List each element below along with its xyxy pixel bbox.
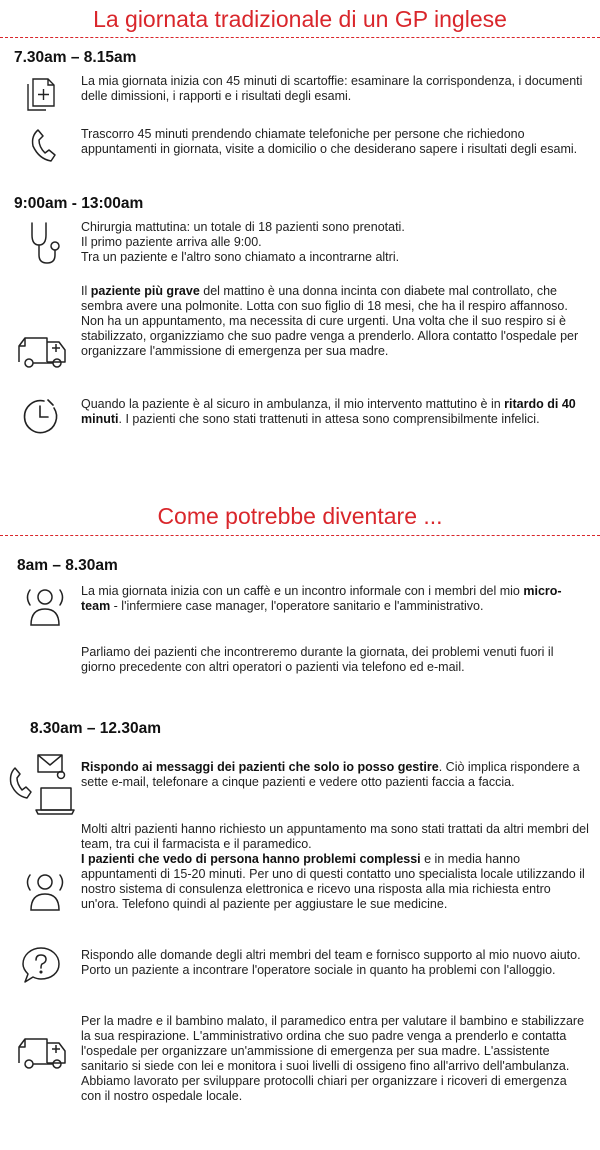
time-heading: 7.30am – 8.15am (14, 49, 137, 66)
text-line (81, 852, 589, 912)
line: Il primo paziente arriva alle 9:00. (81, 235, 262, 249)
section-divider (0, 37, 600, 38)
time-heading: 8am – 8.30am (17, 557, 118, 574)
text-run: Molti altri pazienti hanno richiesto un appuntamento ma sono stati trattati da altri membri del team, tra cui il farmacista e il paramedico. (81, 822, 589, 851)
paragraph-messages (81, 760, 589, 790)
text-run: La mia giornata inizia con un caffè e un incontro informale con i membri del mio (81, 584, 524, 598)
paragraph-phone-calls: Trascorro 45 minuti prendendo chiamate telefoniche per persone che richiedono appuntamenti in giornata, visite a domicilio o che desiderano sapere i risultati degli esami. (81, 127, 578, 156)
ambulance-icon (17, 334, 69, 370)
time-heading: 9:00am - 13:00am (14, 195, 144, 212)
paragraph-discussion: Parliamo dei pazienti che incontreremo durante la giornata, dei problemi venuti fuori il giorno precedente con altri operatori o pazienti via telefono ed e-mail. (81, 645, 554, 674)
team-icon (22, 585, 68, 627)
clock-icon (20, 396, 60, 436)
stethoscope-icon (26, 221, 62, 265)
text-bold: micro-team (81, 584, 562, 613)
section-title-traditional: La giornata tradizionale di un GP inglese (93, 6, 507, 32)
text-run: del mattino è una donna incinta con diabete mal controllato, che sembra avere una polmonite. Lotta con suo figlio di 18 mesi, che ha il respiro affannoso. Non ha un appuntamento, ma necessita di cure urgenti. Una volta che il suo respiro si è stabilizzato, organizziamo che suo padre venga a prenderlo. Allora contatto l'ospedale per organizzare l'ammissione di emergenza per sua madre. (81, 284, 579, 358)
text-run: . I pazienti che sono stati trattenuti in attesa sono comprensibilmente infelici. (118, 412, 540, 426)
paragraph-team-support: Rispondo alle domande degli altri membri del team e fornisco supporto al mio nuovo aiuto. Porto un paziente a incontrare l'operatore sociale in quanto ha problemi con l'alloggio. (81, 948, 581, 977)
phone-icon (29, 128, 57, 164)
paragraph-delay (81, 397, 589, 427)
text-run: e in media hanno appuntamenti di 15-20 minuti. Per uno di questi contatto uno specialista locale utilizzando il nostro sistema di consulenza elettronica e ricevo una risposta alla mia richiesta entro un'ora. Telefono quindi al paziente per aggiustare le sue medicine. (81, 852, 585, 911)
text-bold: paziente più grave (90, 284, 200, 298)
text-run: . Ciò implica rispondere a sette e-mail, telefonare a cinque pazienti e vedere otto pazienti faccia a faccia. (81, 760, 580, 789)
section-divider (0, 535, 600, 536)
line: Tra un paziente e l'altro sono chiamato a incontrarne altri. (81, 250, 400, 264)
section-title-future: Come potrebbe diventare ... (157, 503, 443, 529)
text-run: Quando la paziente è al sicuro in ambulanza, il mio intervento mattutino è in (81, 397, 505, 411)
question-bubble-icon (20, 945, 62, 987)
paragraph-serious-patient (81, 284, 589, 359)
time-heading: 8.30am – 12.30am (30, 720, 161, 737)
team-icon (22, 870, 68, 912)
paragraph-micro-team (81, 584, 589, 614)
text-run: Il (81, 284, 91, 298)
phone-email-laptop-icon (8, 752, 76, 826)
line: Chirurgia mattutina: un totale di 18 pazienti sono prenotati. (81, 220, 405, 234)
paragraph-complex-patients (81, 822, 589, 912)
text-bold: I pazienti che vedo di persona hanno problemi complessi (81, 852, 421, 866)
paragraph-paperwork: La mia giornata inizia con 45 minuti di scartoffie: esaminare la corrispondenza, i documenti delle dimissioni, i rapporti e i risultati degli esami. (81, 74, 583, 103)
paragraph-morning-surgery (81, 220, 589, 265)
text-bold: Rispondo ai messaggi dei pazienti che solo io posso gestire (81, 760, 439, 774)
paragraph-emergency: Per la madre e il bambino malato, il paramedico entra per valutare il bambino e stabilizzare la sua respirazione. L'amministrativo ordina che suo padre venga a prenderlo e contatta l'ospedale per organizzare un'ammissione di emergenza per sua madre. L'assistente sanitario si siede con lei e monitora i suoi livelli di ossigeno fino all'arrivo dell'ambulanza. Abbiamo lavorato per sviluppare protocolli chiari per organizzare i ricoveri di emergenza con il nostro ospedale locale. (81, 1014, 585, 1103)
text-run: - l'infermiere case manager, l'operatore sanitario e l'amministrativo. (110, 599, 484, 613)
documents-icon (24, 76, 58, 112)
text-bold: ritardo di 40 minuti (81, 397, 576, 426)
ambulance-icon (17, 1035, 69, 1071)
